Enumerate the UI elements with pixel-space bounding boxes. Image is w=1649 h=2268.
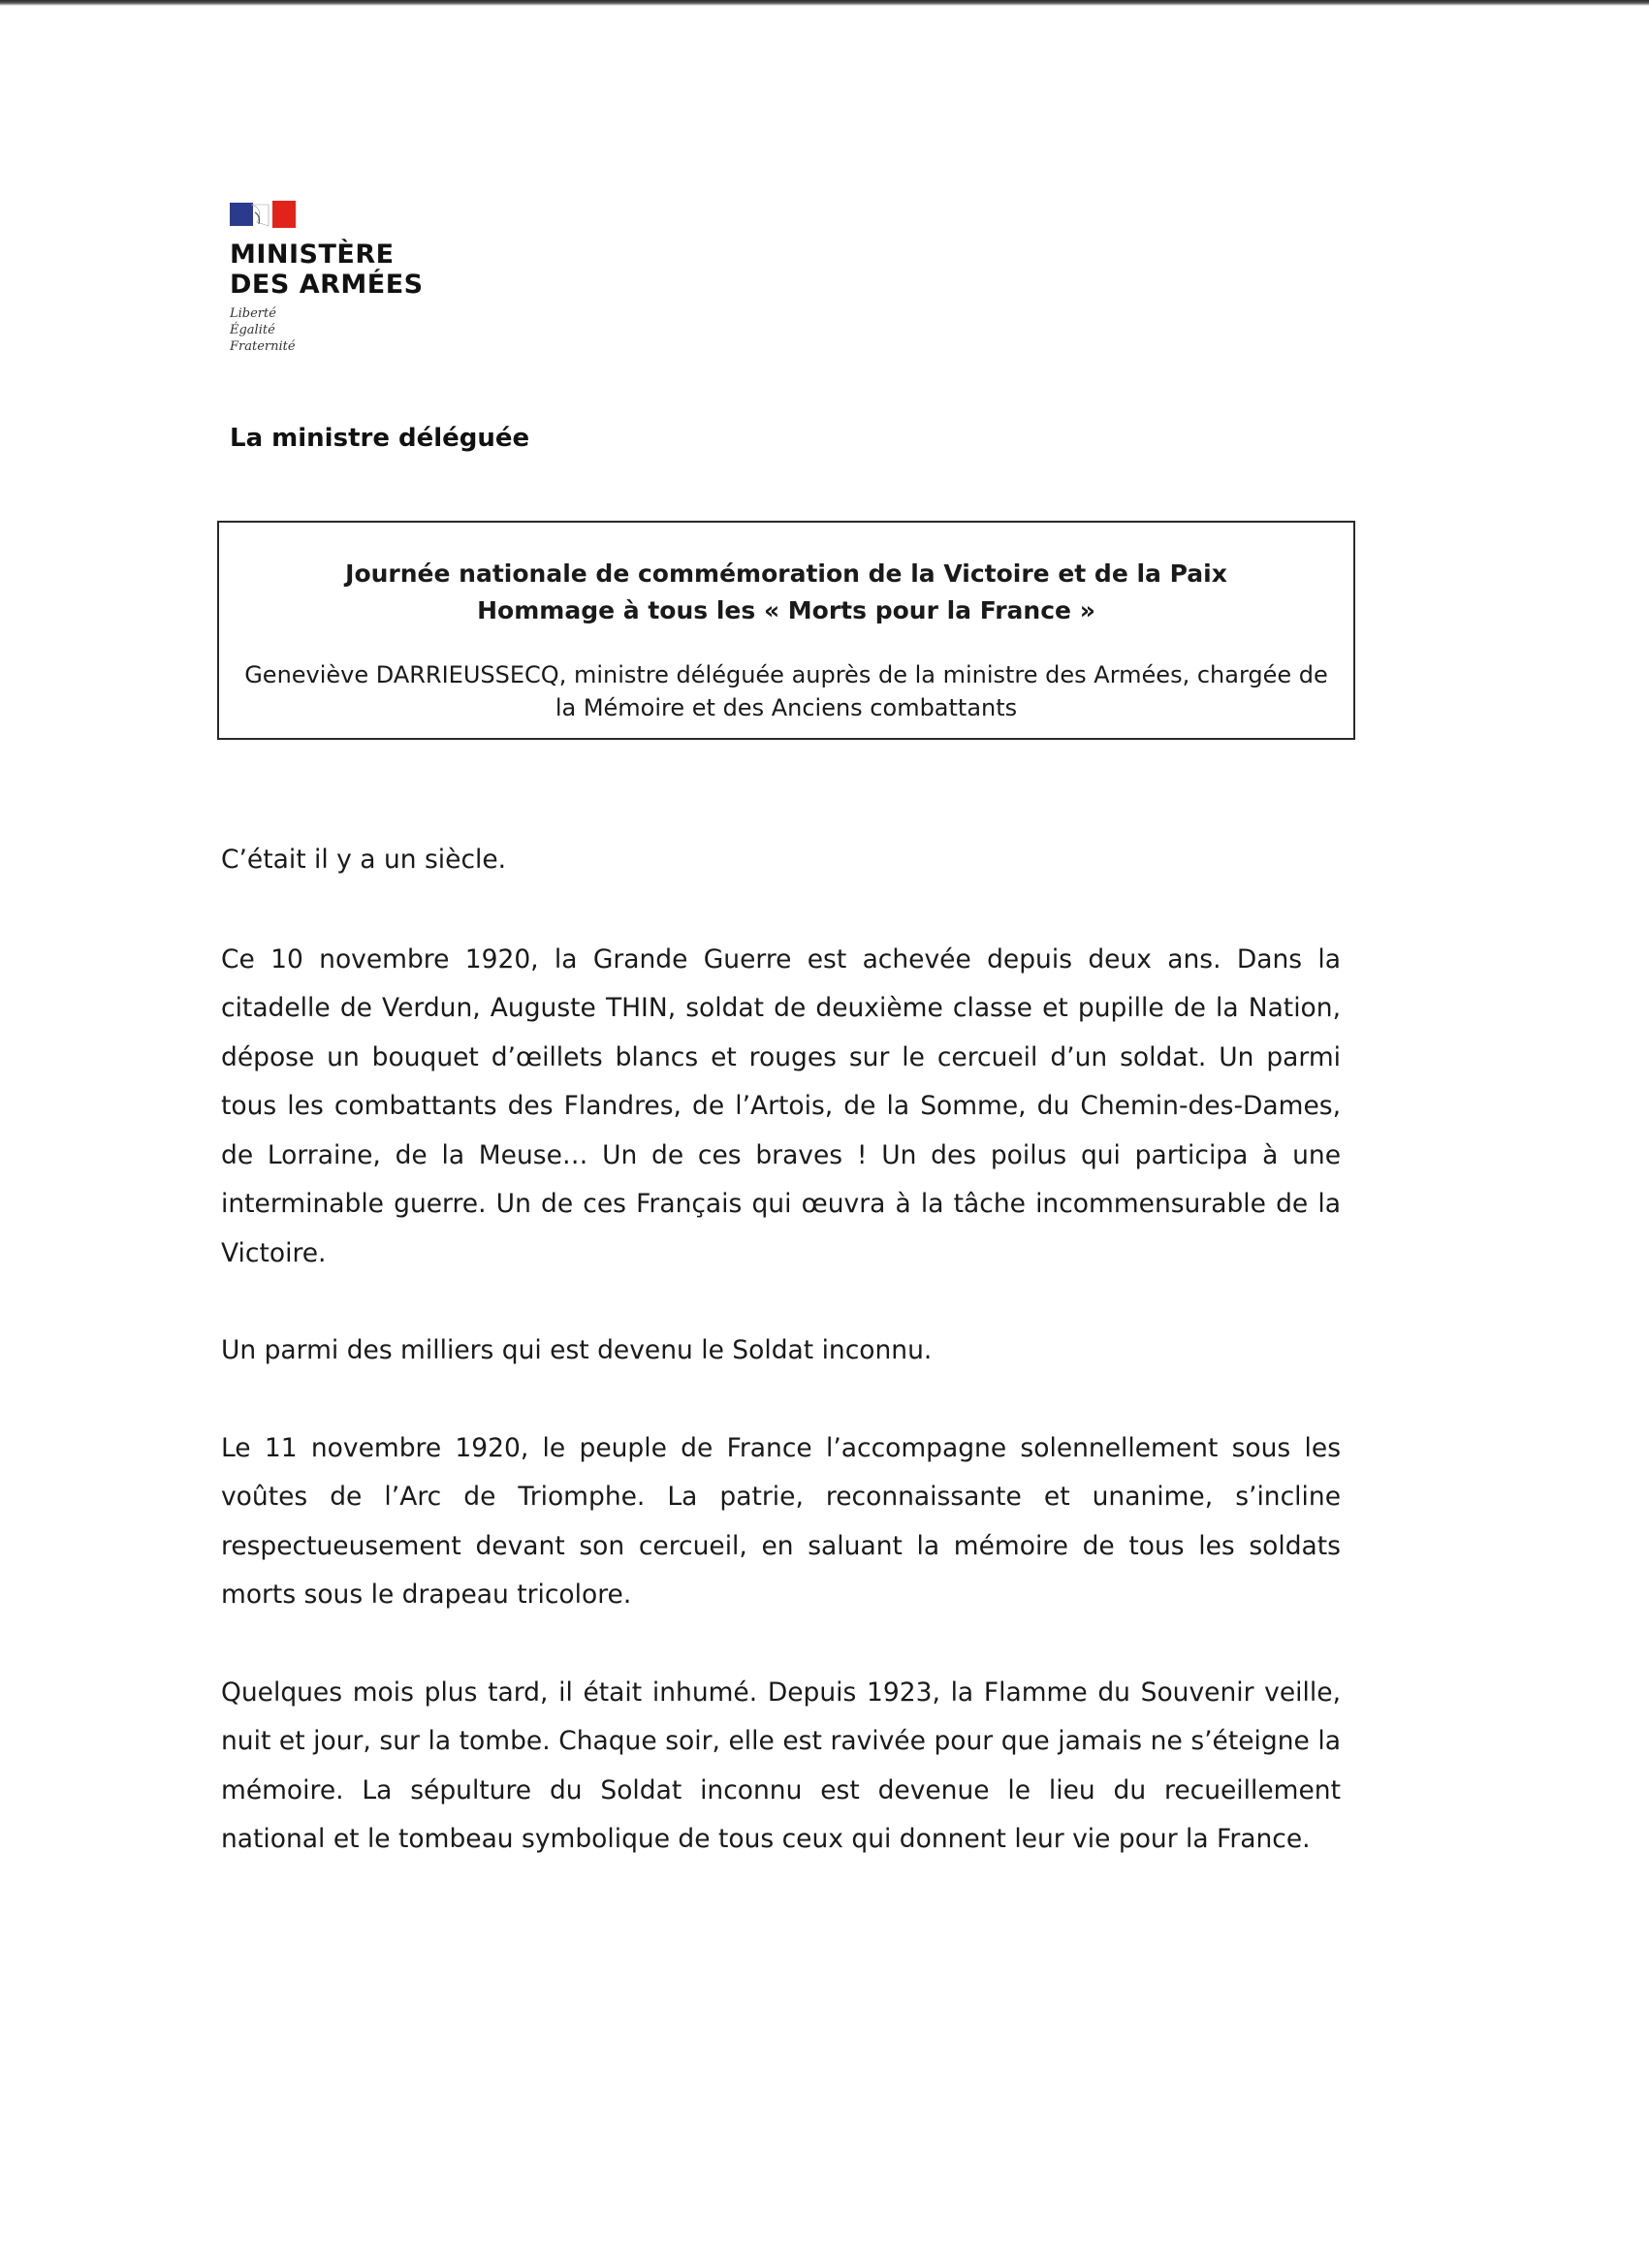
signatory-title: La ministre déléguée	[230, 424, 530, 453]
motto-fraternite: Fraternité	[230, 339, 296, 354]
speech-body	[221, 836, 1341, 1913]
ministry-name	[230, 240, 482, 300]
document-title-line2: Hommage à tous les « Morts pour la France »	[477, 596, 1095, 624]
marianne-flag-icon	[230, 199, 307, 232]
paragraph: Ce 10 novembre 1920, la Grande Guerre est achevée depuis deux ans. Dans la citadelle de Verdun, Auguste THIN, soldat de deuxième classe et pupille de la Nation, dépose un bouquet d’œillets blancs et rouges sur le cercueil d’un soldat. Un parmi tous les combattants des Flandres, de l’Artois, de la Somme, du Chemin-des-Dames, de Lorraine, de la Meuse… Un de ces braves ! Un des poilus qui participa à une interminable guerre. Un de ces Français qui œuvra à la tâche incommensurable de la Victoire.	[221, 943, 1341, 1268]
document-title-line1: Journée nationale de commémoration de la Victoire et de la Paix	[345, 559, 1227, 588]
author-line: Geneviève DARRIEUSSECQ, ministre déléguée auprès de la ministre des Armées, chargée de la Mémoire et des Anciens combattants	[244, 661, 1328, 721]
ministry-name-line2: DES ARMÉES	[230, 270, 424, 300]
paragraph: C’était il y a un siècle.	[221, 845, 507, 875]
ministry-name-line1: MINISTÈRE	[230, 240, 395, 270]
paragraph: Quelques mois plus tard, il était inhumé. Depuis 1923, la Flamme du Souvenir veille, nuit et jour, sur la tombe. Chaque soir, elle est ravivée pour que jamais ne s’éteigne la mémoire. La sépulture du Soldat inconnu est devenue le lieu du recueillement national et le tombeau symbolique de tous ceux qui donnent leur vie pour la France.	[221, 1677, 1341, 1854]
motto-liberte: Liberté	[230, 306, 276, 321]
paragraph: Un parmi des milliers qui est devenu le Soldat inconnu.	[221, 1335, 933, 1365]
motto-egalite: Égalité	[230, 323, 275, 337]
paragraph: Le 11 novembre 1920, le peuple de France l’accompagne solennellement sous les voûtes de l’Arc de Triomphe. La patrie, reconnaissante et unanime, s’incline respectueusement devant son cercueil, en saluant la mémoire de tous les soldats morts sous le drapeau tricolore.	[221, 1432, 1341, 1610]
ministry-logo	[230, 199, 482, 355]
republic-motto	[230, 305, 482, 355]
scan-edge	[0, 0, 1649, 6]
title-box	[217, 521, 1355, 740]
